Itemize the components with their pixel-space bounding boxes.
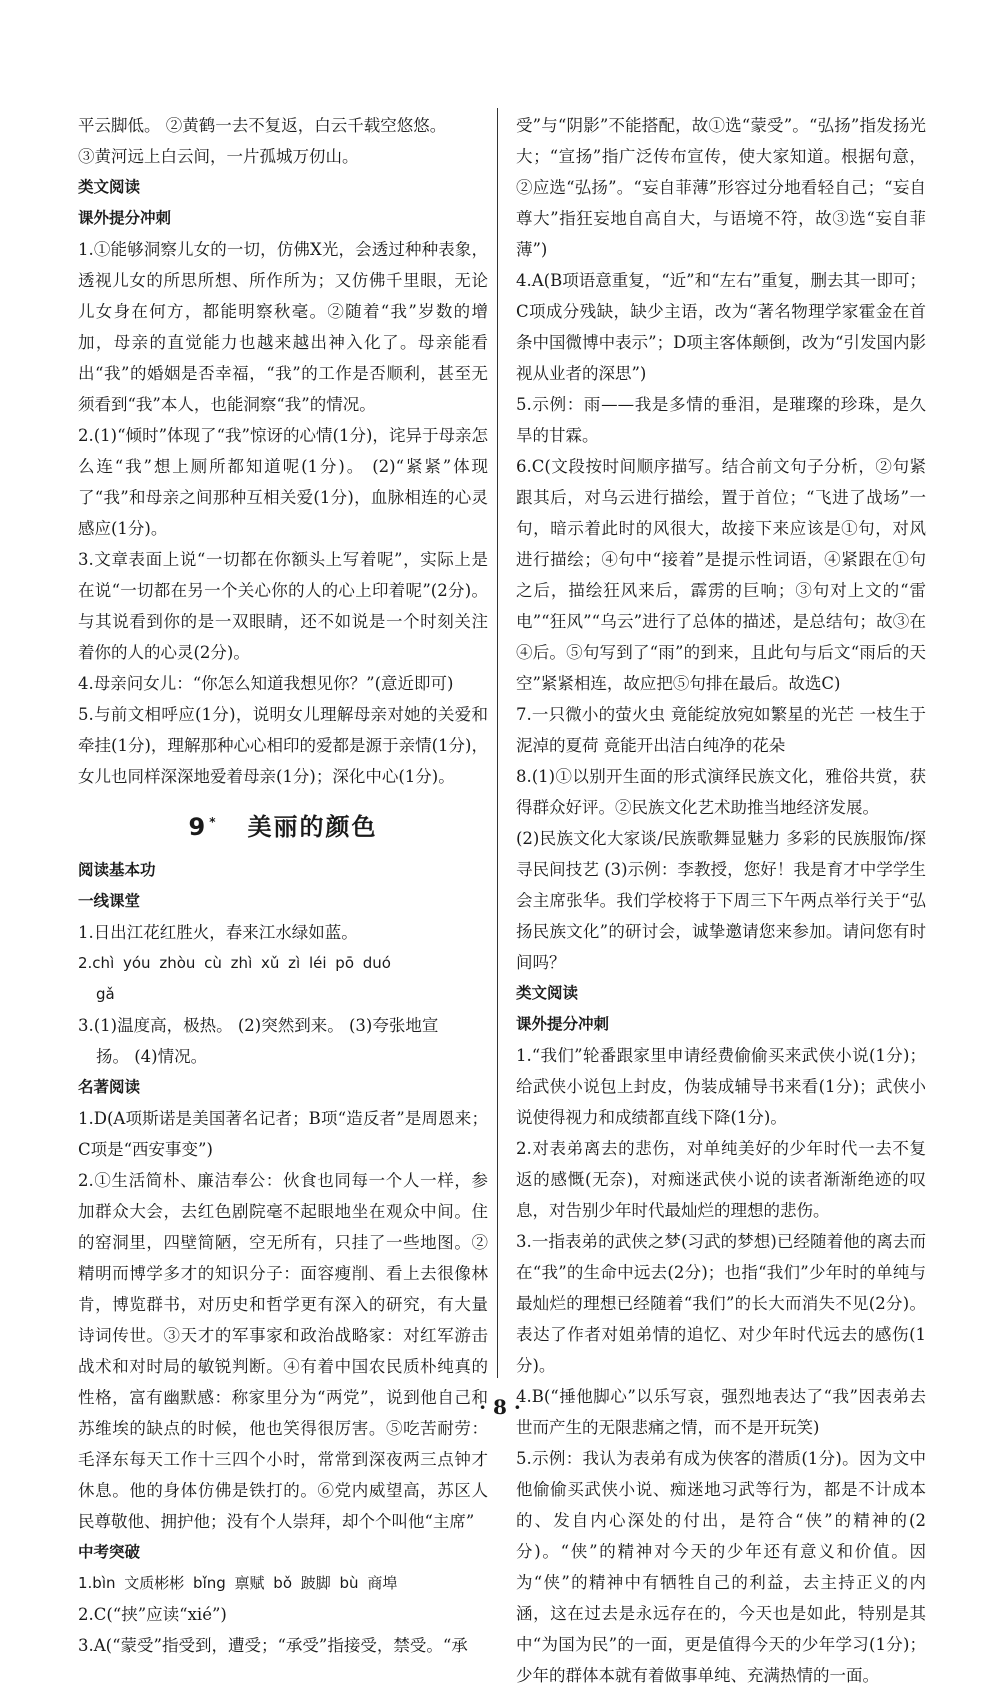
column-divider [497,108,498,1378]
section-heading: 阅读基本功 [78,861,156,879]
section-heading: 类文阅读 [516,984,579,1002]
section-heading: 类文阅读 [78,178,141,196]
answer-text: 2.①生活简朴、廉洁奉公：伙食也同每一个人一样，参加群众大会，去红色剧院毫不起眼地坐在观众中间。住的窑洞里，四壁简陋，空无所有，只挂了一些地图。②精明而博学多才的知识分子：面容瘦削、看上去很像林肯，博览群书，对历史和哲学更有深入的研究，有大量诗词传世。③天才的军事家和政治战略家：对红军游击战术和对时局的敏锐判断。④有着中国农民质朴纯真的性格，富有幽默感：称家里分为“两党”，说到他自己和苏维埃的缺点的时候，他也笑得很厉害。⑤吃苦耐劳：毛泽东每天工作十三四个小时，常常到深夜两三点钟才休息。他的身体仿佛是铁打的。⑥党内威望高，苏区人民尊敬他、拥护他；没有个人崇拜，却个个叫他“主席” [78,1171,488,1531]
answer-text: 8.(1)①以别开生面的形式演绎民族文化，雅俗共赏，获得群众好评。②民族文化艺术助推当地经济发展。 [516,767,926,817]
answer-text: 4.B(“捶他脚心”以乐写哀，强烈地表达了“我”因表弟去世而产生的无限悲痛之情，而不是开玩笑) [516,1387,926,1437]
lesson-title-text: 美丽的颜色 [247,813,378,841]
pinyin-answer-continued: gǎ [96,985,115,1003]
answer-text: 7.一只微小的萤火虫 竟能绽放宛如繁星的光芒 一枝生于泥淖的夏荷 竟能开出洁白纯净的花朵 [516,705,926,755]
answer-text: 1.①能够洞察儿女的一切，仿佛X光，会透过种种表象，透视儿女的所思所想、所作所为；又仿佛千里眼，无论儿女身在何方，都能明察秋毫。②随着“我”岁数的增加，母亲的直觉能力也越来越出神入化了。母亲能看出“我”的婚姻是否幸福，“我”的工作是否顺利，甚至无须看到“我”本人，也能洞察“我”的情况。 [78,240,488,414]
answer-text: 5.与前文相呼应(1分)，说明女儿理解母亲对她的关爱和牵挂(1分)，理解那种心心相印的爱都是源于亲情(1分)，女儿也同样深深地爱着母亲(1分)；深化中心(1分)。 [78,705,488,786]
answer-text: 2.C(“挟”应读“xié”) [78,1605,227,1624]
answer-text: 3.一指表弟的武侠之梦(习武的梦想)已经随着他的离去而在“我”的生命中远去(2分)；也指“我们”少年时的单纯与最灿烂的理想已经随着“我们”的长大而消失不见(2分)。表达了作者对姐弟情的追忆、对少年时代远去的感伤(1分)。 [516,1232,926,1375]
answer-text: 1.日出江花红胜火，春来江水绿如蓝。 [78,923,358,942]
section-heading: 名著阅读 [78,1078,141,1096]
pinyin-answer: 2.chì yóu zhòu cù zhì xǔ zì léi pō duó [78,954,391,972]
left-column [78,110,488,1661]
answer-text-continued: 扬。 (4)情况。 [96,1047,208,1066]
lesson-number: 9 [188,813,208,841]
section-heading: 一线课堂 [78,892,141,910]
answer-text: 3.(1)温度高，极热。 (2)突然到来。 (3)夸张地宣 [78,1016,439,1035]
answer-text: 4.母亲问女儿：“你怎么知道我想见你？”(意近即可) [78,674,454,693]
section-heading: 课外提分冲刺 [78,209,172,227]
answer-text: 5.示例：我认为表弟有成为侠客的潜质(1分)。因为文中他偷偷买武侠小说、痴迷地习武等行为，都是不计成本的、发自内心深处的付出，是符合“侠”的精神的(2分)。“侠”的精神对今天的少年还有意义和价值。因为“侠”的精神中有牺牲自己的利益，去主持正义的内涵，这在过去是永远存在的，今天也是如此，特别是其中“为国为民”的一面，更是值得今天的少年学习(1分)；少年的群体本就有着做事单纯、充满热情的一面。 [516,1449,926,1685]
section-heading: 中考突破 [78,1543,141,1561]
answer-text: 2.对表弟离去的悲伤，对单纯美好的少年时代一去不复返的感慨(无奈)，对痴迷武侠小说的读者渐渐绝迹的叹息，对告别少年时代最灿烂的理想的悲伤。 [516,1139,926,1220]
answer-text: 受”与“阴影”不能搭配，故①选“蒙受”。“弘扬”指发扬光大；“宣扬”指广泛传布宣传，使大家知道。根据句意，②应选“弘扬”。“妄自菲薄”形容过分地看轻自己；“妄自尊大”指狂妄地自高自大，与语境不符，故③选“妄自菲薄”) [516,116,926,259]
answer-text: 4.A(B项语意重复，“近”和“左右”重复，删去其一即可；C项成分残缺，缺少主语，改为“著名物理学家霍金在首条中国微博中表示”；D项主客体颠倒，改为“引发国内影视从业者的深思”) [516,271,926,383]
lesson-star-mark: * [209,815,218,829]
page-number: · 8 · [479,1395,521,1419]
answer-text: (2)民族文化大家谈/民族歌舞显魅力 多彩的民族服饰/探寻民间技艺 (3)示例：李教授，您好！我是育才中学学生会主席张华。我们学校将于下周三下午两点举行关于“弘扬民族文化”的研讨会，诚挚邀请您来参加。请问您有时间吗？ [516,829,926,972]
answer-text: 2.(1)“倾时”体现了“我”惊讶的心情(1分)，诧异于母亲怎么连“我”想上厕所都知道呢(1分)。 (2)“紧紧”体现了“我”和母亲之间那种互相关爱(1分)，血脉相连的心灵感应(1分)。 [78,426,488,538]
right-column [516,110,926,1691]
answer-text: 3.A(“蒙受”指受到，遭受；“承受”指接受，禁受。“承 [78,1636,468,1655]
answer-text: ③黄河远上白云间，一片孤城万仞山。 [78,147,359,166]
lesson-title [78,804,488,845]
answer-text: 3.文章表面上说“一切都在你额头上写着呢”，实际上是在说“一切都在另一个关心你的人的心上印着呢”(2分)。与其说看到你的是一双眼睛，还不如说是一个时刻关注着你的人的心灵(2分)。 [78,550,488,662]
answer-text: 6.C(文段按时间顺序描写。结合前文句子分析，②句紧跟其后，对乌云进行描绘，置于首位；“飞进了战场”一句，暗示着此时的风很大，故接下来应该是①句，对风进行描绘；④句中“接着”是提示性词语，④紧跟在①句之后，描绘狂风来后，霹雳的巨响；③句对上文的“雷电”“狂风”“乌云”进行了总体的描述，是总结句；故③在④后。⑤句写到了“雨”的到来，且此句与后文“雨后的天空”紧紧相连，故应把⑤句排在最后。故选C) [516,457,926,693]
answer-text: 5.示例：雨——我是多情的垂泪，是璀璨的珍珠，是久旱的甘霖。 [516,395,926,445]
answer-text: 1.D(A项斯诺是美国著名记者；B项“造反者”是周恩来；C项是“西安事变”) [78,1109,488,1159]
answer-text: 1.“我们”轮番跟家里申请经费偷偷买来武侠小说(1分)；给武侠小说包上封皮，伪装成辅导书来看(1分)；武侠小说使得视力和成绩都直线下降(1分)。 [516,1046,926,1127]
pinyin-answer: 1.bìn 文质彬彬 bǐng 禀赋 bǒ 跛脚 bù 商埠 [78,1574,398,1592]
answer-text: 平云脚低。 ②黄鹤一去不复返，白云千载空悠悠。 [78,116,447,135]
section-heading: 课外提分冲刺 [516,1015,610,1033]
